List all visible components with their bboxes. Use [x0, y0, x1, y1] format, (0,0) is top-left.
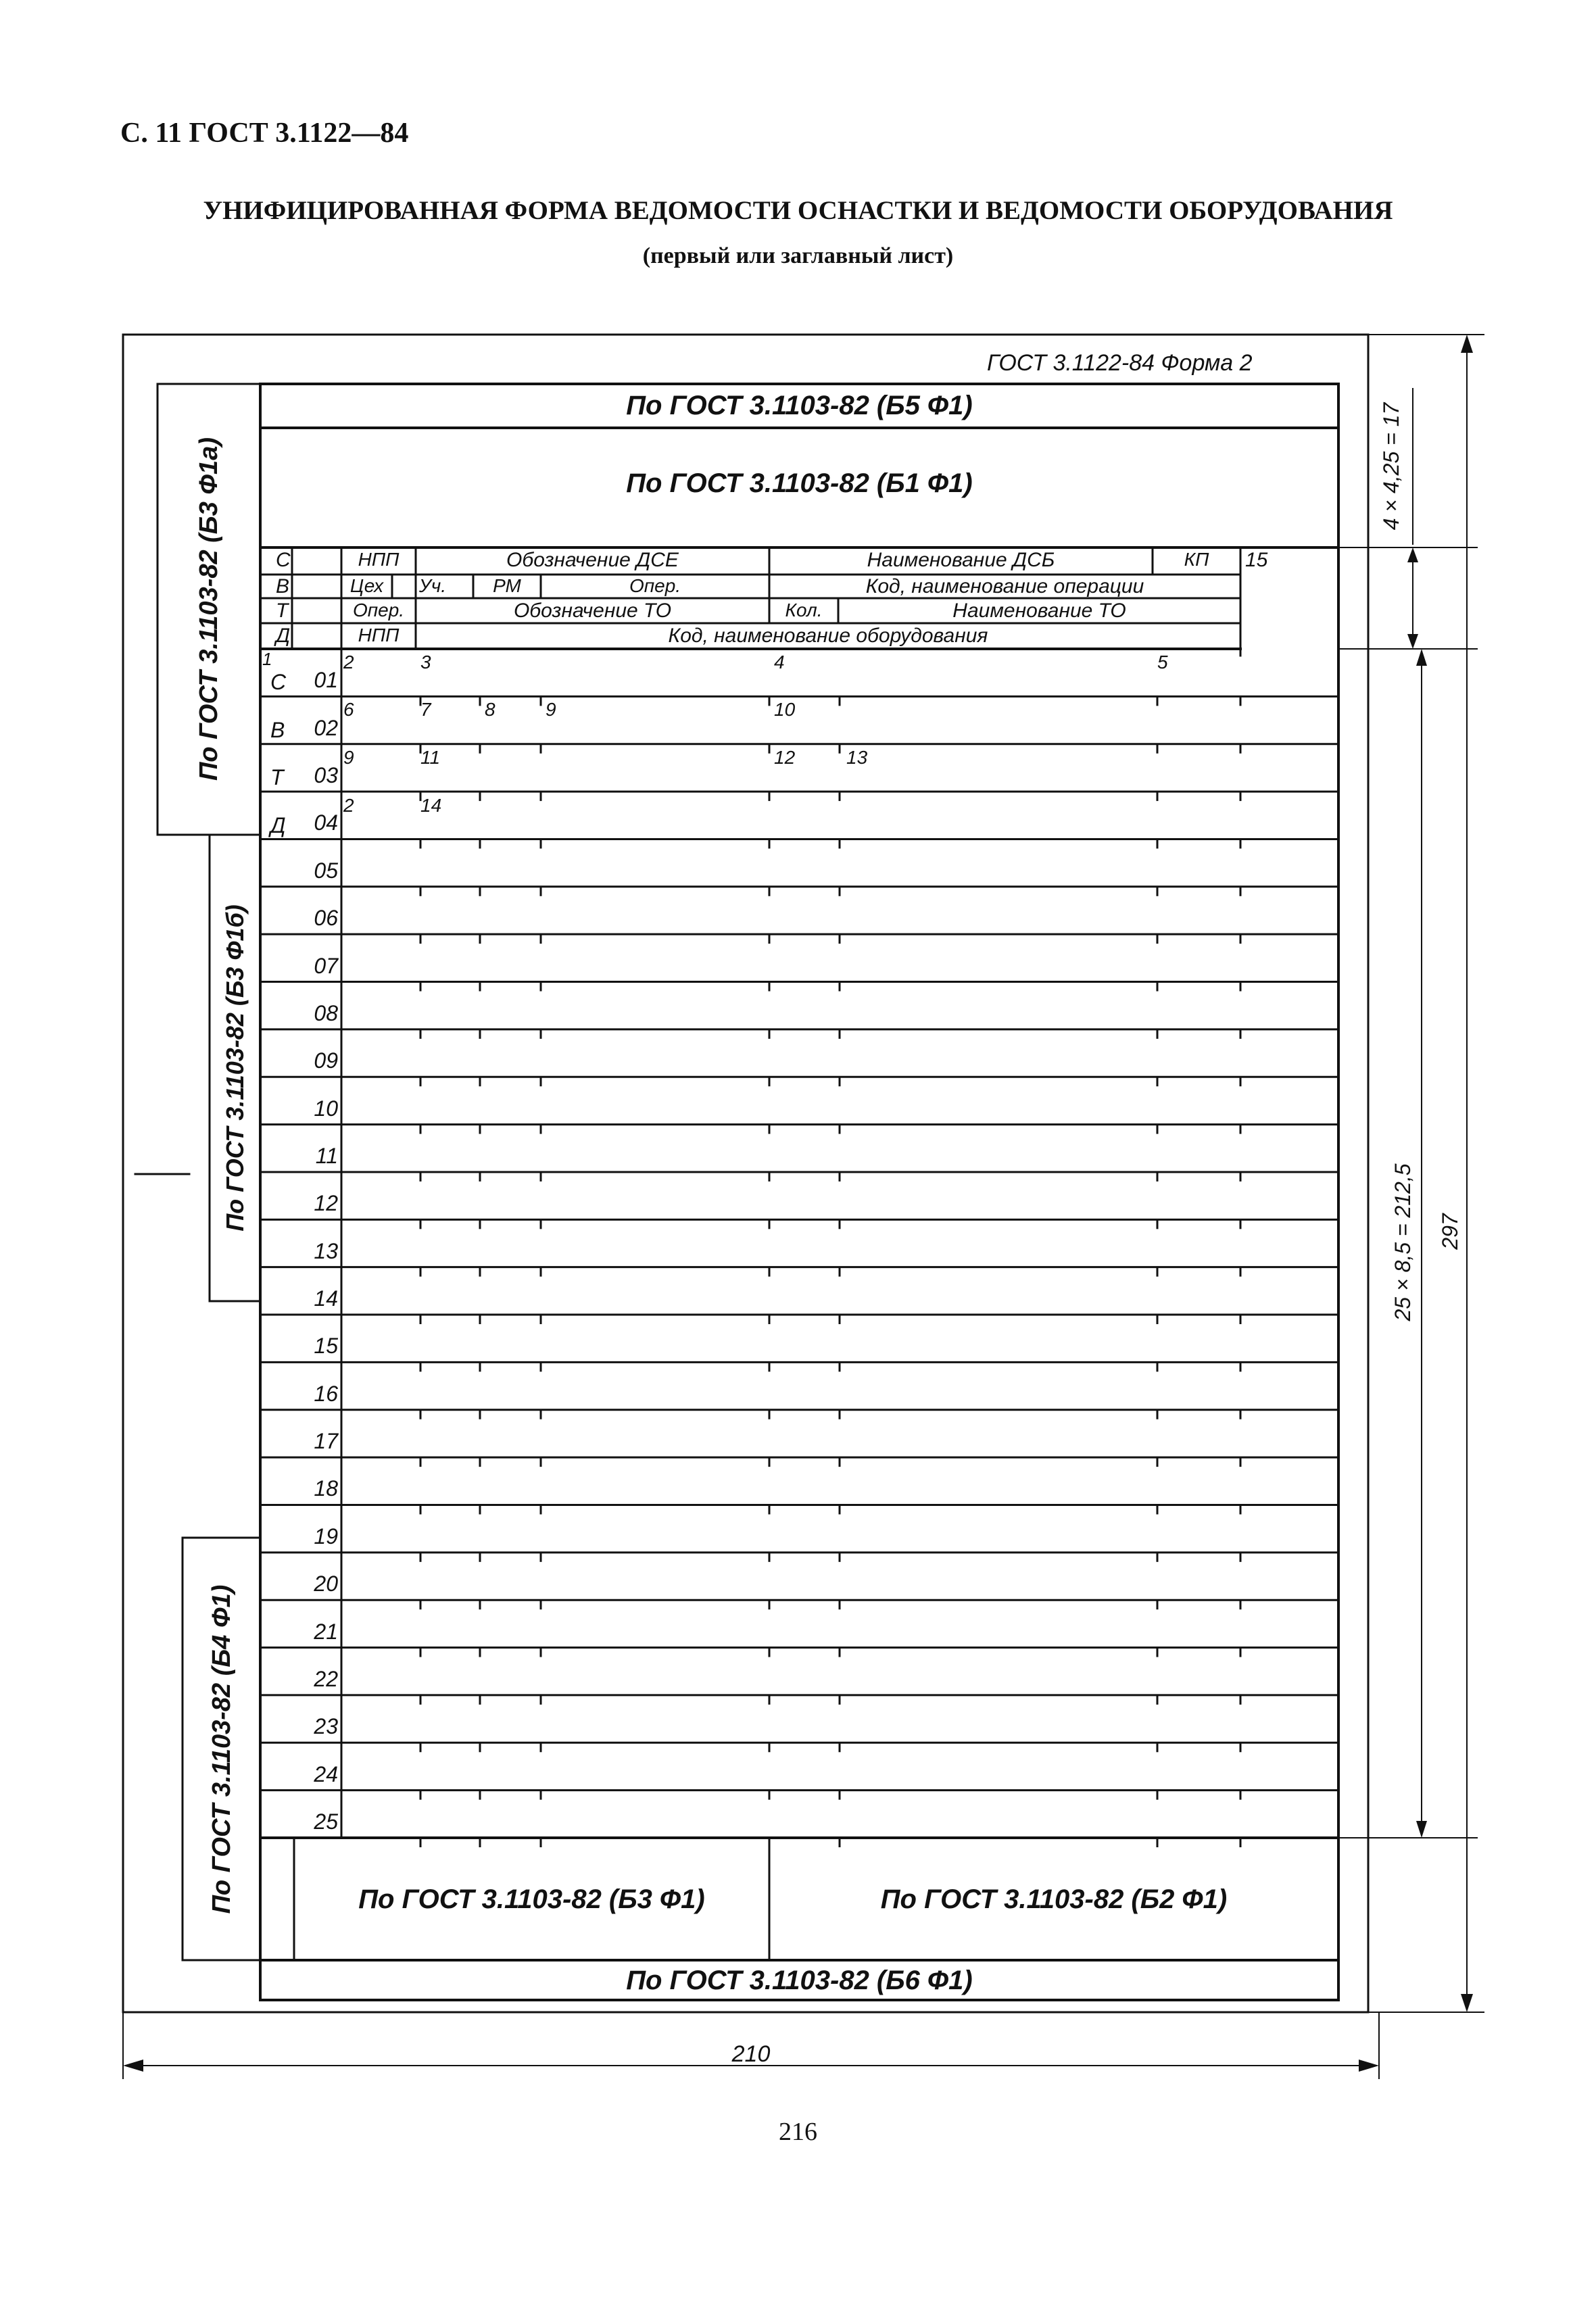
field-num: 13	[846, 747, 868, 768]
header-letter-t: Т	[276, 600, 289, 622]
cell-tsekh: Цех	[349, 575, 384, 596]
row-letter-s: С	[270, 670, 287, 694]
row-number: 16	[314, 1381, 338, 1406]
field-num: 3	[420, 652, 431, 673]
header-letter-d: Д	[276, 625, 291, 647]
row-number: 21	[314, 1619, 338, 1644]
field-num: 9	[546, 699, 556, 720]
row-number: 13	[314, 1238, 338, 1263]
row-number: 22	[314, 1666, 338, 1691]
dim-width-label: 210	[731, 2041, 771, 2067]
field-num: 1	[262, 649, 272, 669]
field-num: 4	[774, 652, 785, 673]
row-number: 20	[314, 1571, 338, 1597]
field-num: 5	[1157, 652, 1168, 673]
row-number: 15	[314, 1334, 338, 1359]
page-ref: С. 11 ГОСТ 3.1122—84	[120, 118, 409, 149]
dim-top-label: 4 × 4,25 = 17	[1379, 402, 1403, 531]
document-title: УНИФИЦИРОВАННАЯ ФОРМА ВЕДОМОСТИ ОСНАСТКИ И ВЕДОМОСТИ ОБОРУДОВАНИЯ	[203, 196, 1393, 225]
cell-npp: НПП	[358, 549, 400, 570]
cell-oboznachenie-dse: Обозначение ДСЕ	[506, 549, 679, 571]
document-subtitle: (первый или заглавный лист)	[642, 243, 954, 268]
row-number: 24	[314, 1761, 338, 1786]
field-num: 9	[343, 747, 354, 768]
row-number: 25	[314, 1809, 338, 1834]
field-num: 7	[420, 699, 431, 720]
side-label-b3-f1a: По ГОСТ 3.1103-82 (Б3 Ф1а)	[195, 437, 223, 781]
cell-naimenovanie-dsb: Наименование ДСБ	[867, 549, 1055, 571]
row-number: 02	[314, 715, 338, 740]
dim-height-label: 297	[1438, 1213, 1462, 1250]
cell-oper-t: Опер.	[352, 600, 405, 620]
field-num: 14	[420, 795, 442, 816]
block-b3-label: По ГОСТ 3.1103-82 (Б3 Ф1)	[358, 1884, 705, 1914]
cell-naimenovanie-to: Наименование ТО	[952, 600, 1126, 622]
cell-uch: Уч.	[418, 575, 447, 596]
cell-rm: РМ	[493, 575, 521, 596]
side-label-b4: По ГОСТ 3.1103-82 (Б4 Ф1)	[208, 1584, 236, 1914]
cell-npp-d: НПП	[358, 625, 400, 645]
block-b2-label: По ГОСТ 3.1103-82 (Б2 Ф1)	[880, 1884, 1228, 1914]
header-letter-v: В	[276, 575, 290, 598]
row-number: 04	[314, 810, 338, 835]
block-b5-label: По ГОСТ 3.1103-82 (Б5 Ф1)	[626, 391, 973, 420]
header-letter-s: С	[276, 549, 291, 571]
row-number: 18	[314, 1476, 338, 1501]
cell-kod-operatsii: Код, наименование операции	[865, 575, 1144, 598]
row-number: 12	[314, 1191, 338, 1216]
row-number: 17	[314, 1429, 338, 1454]
row-number: 08	[314, 1000, 338, 1025]
row-number: 03	[314, 763, 338, 788]
row-letter-d: Д	[270, 813, 286, 837]
cell-kol: Кол.	[785, 600, 823, 620]
cell-15: 15	[1245, 549, 1268, 571]
dim-middle-label: 25 × 8,5 = 212,5	[1391, 1163, 1415, 1321]
row-number: 10	[314, 1096, 338, 1121]
cell-oper: Опер.	[629, 575, 681, 596]
field-num: 10	[774, 699, 796, 720]
row-number: 14	[314, 1286, 338, 1311]
field-num: 2	[343, 795, 354, 816]
block-b6-label: По ГОСТ 3.1103-82 (Б6 Ф1)	[626, 1966, 973, 1995]
row-number: 07	[314, 953, 338, 978]
row-number: 19	[314, 1524, 338, 1549]
row-letter-v: В	[270, 718, 285, 742]
cell-oboznachenie-to: Обозначение ТО	[513, 600, 672, 622]
row-number: 23	[314, 1714, 338, 1739]
form-reference: ГОСТ 3.1122-84 Форма 2	[987, 350, 1253, 376]
cell-kod-oborudovaniya: Код, наименование оборудования	[668, 625, 988, 647]
row-number: 09	[314, 1048, 338, 1073]
row-letter-t: Т	[270, 765, 284, 789]
page-number: 216	[779, 2118, 817, 2146]
field-num: 11	[420, 747, 441, 768]
side-label-b3-f1b: По ГОСТ 3.1103-82 (Б3 Ф1б)	[221, 904, 249, 1232]
row-number: 06	[314, 906, 338, 931]
row-number: 11	[315, 1143, 338, 1168]
cell-kp: КП	[1184, 549, 1209, 570]
block-b1-label: По ГОСТ 3.1103-82 (Б1 Ф1)	[626, 468, 973, 498]
row-number: 05	[314, 858, 338, 883]
field-num: 8	[485, 699, 495, 720]
field-num: 2	[343, 652, 354, 673]
row-number: 01	[314, 668, 338, 693]
field-num: 6	[343, 699, 354, 720]
field-num: 12	[774, 747, 796, 768]
